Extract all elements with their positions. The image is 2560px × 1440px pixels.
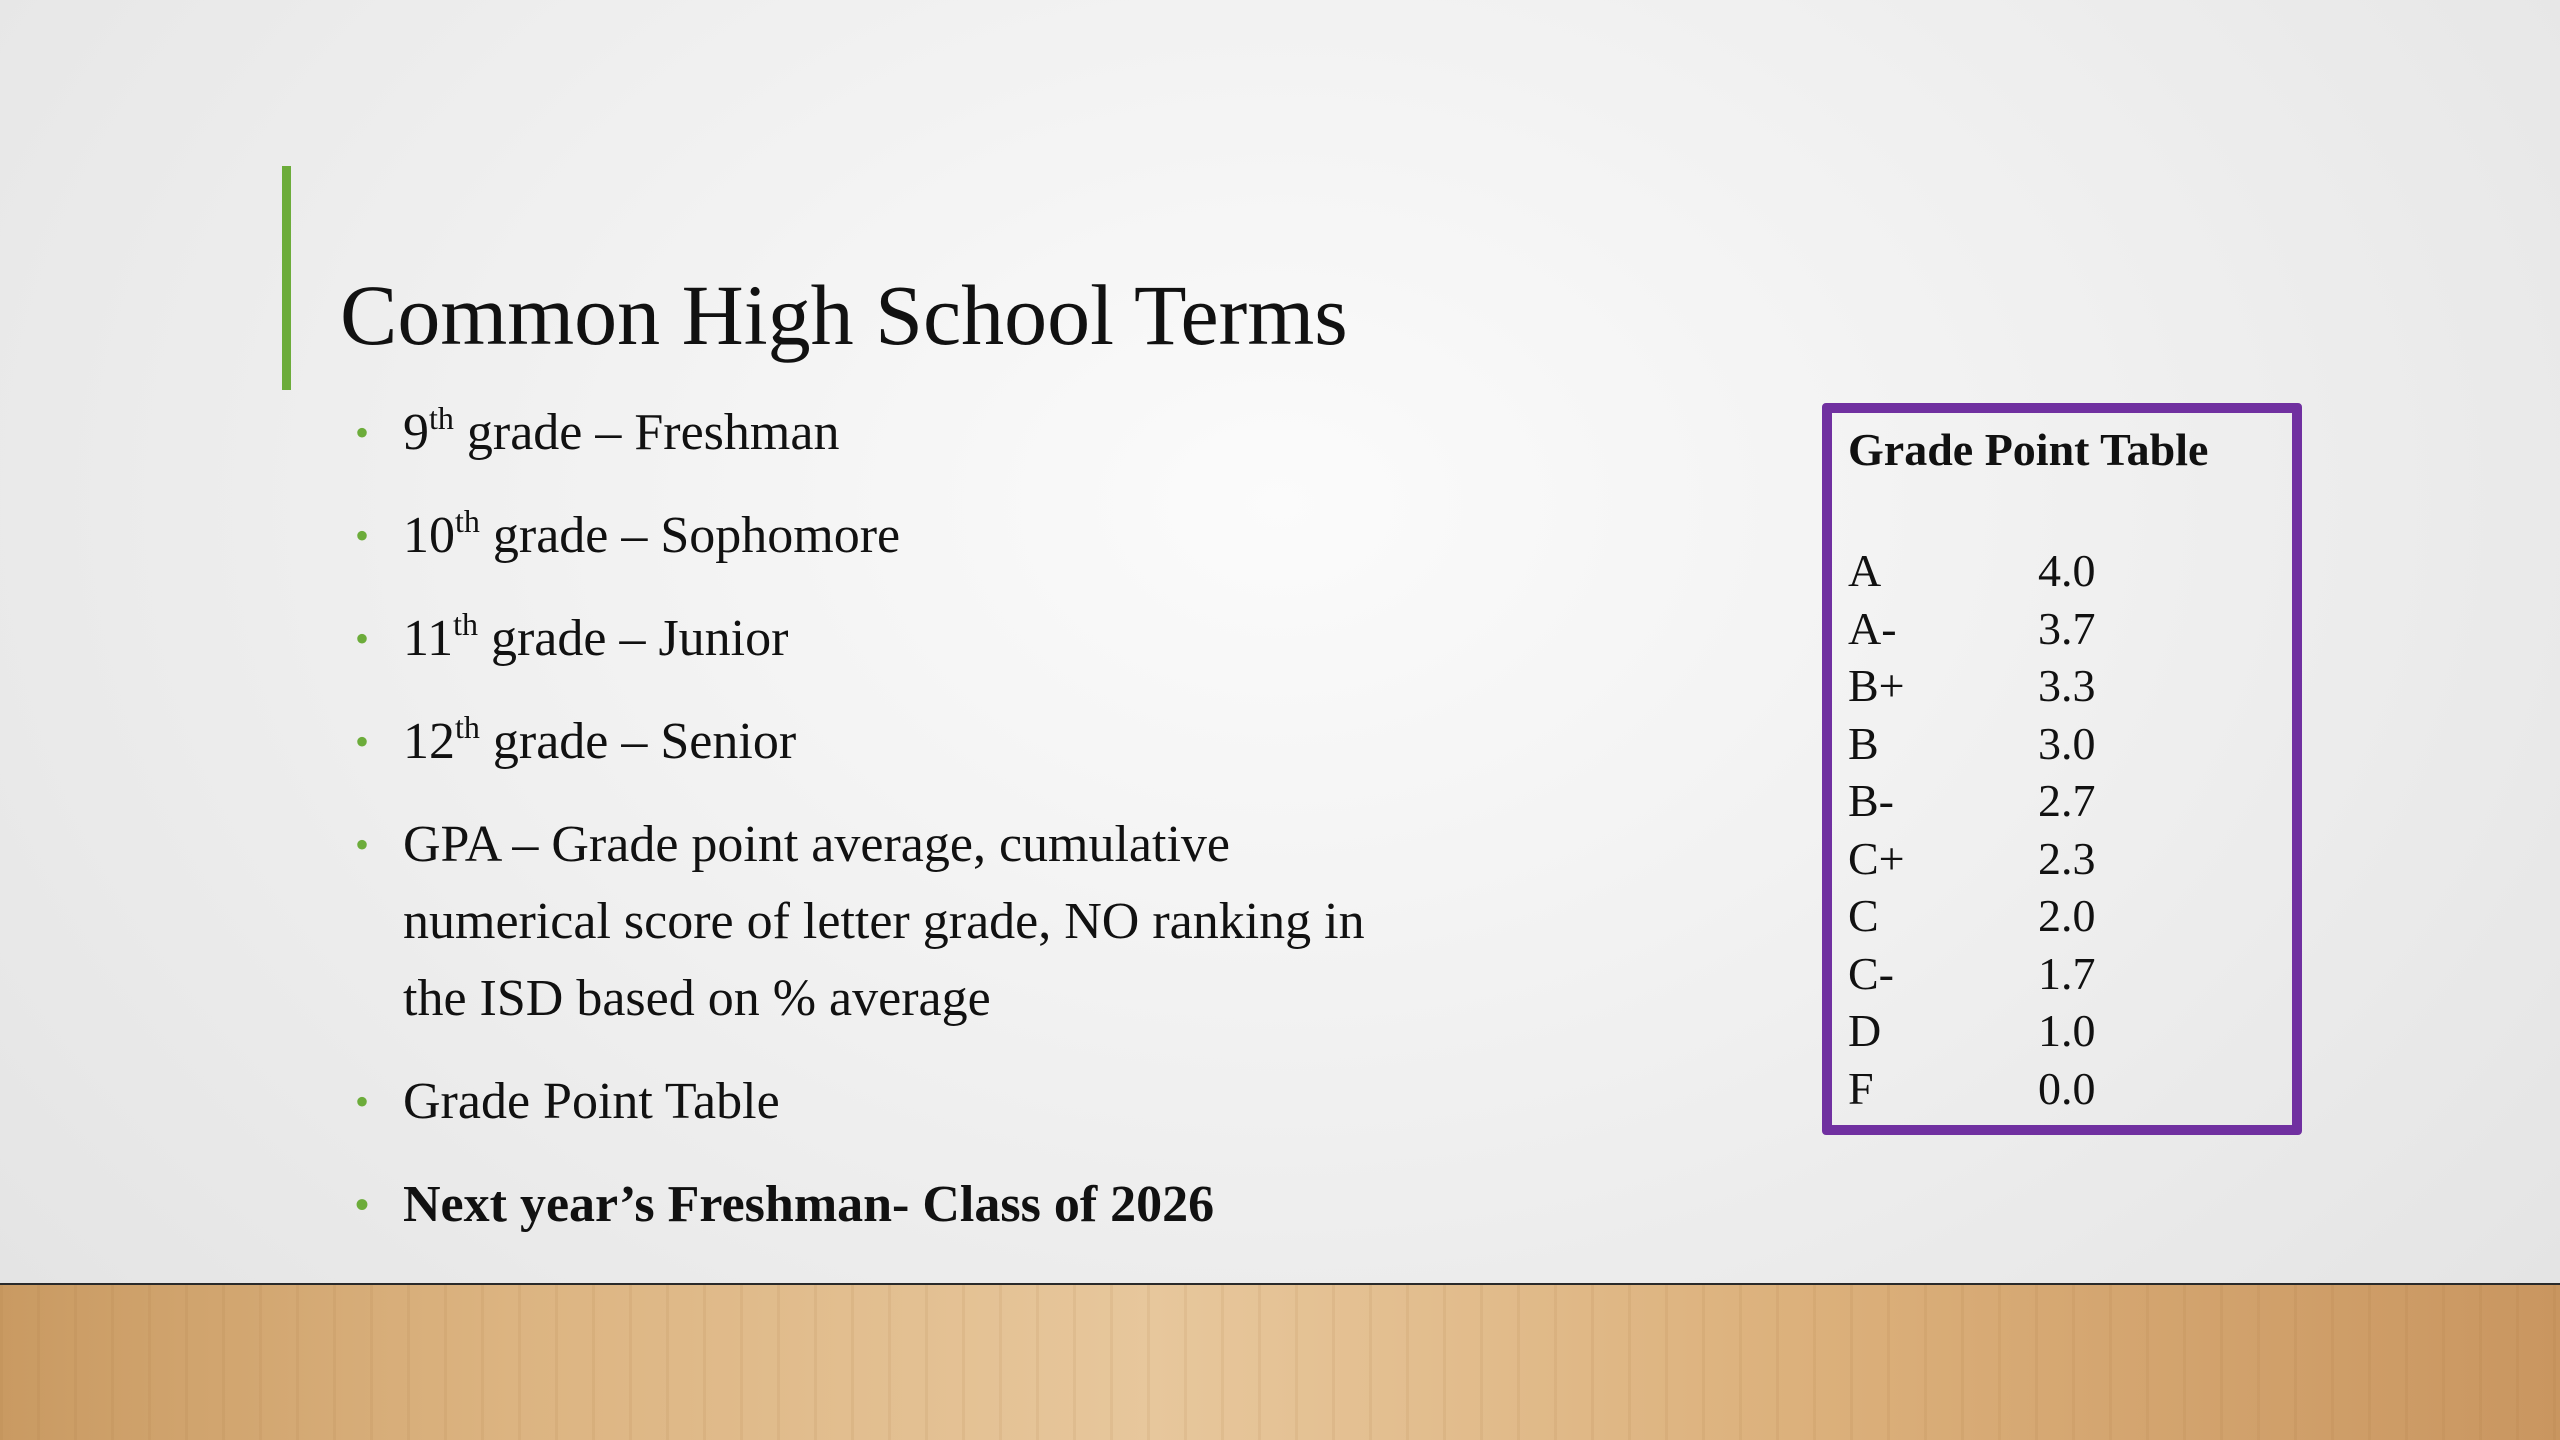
grade-cell: A bbox=[1848, 545, 1882, 596]
points-cell: 1.7 bbox=[2038, 947, 2096, 999]
grade-point-table-box bbox=[1822, 403, 2302, 1135]
bullet-item-grade-point-table bbox=[355, 1063, 1405, 1140]
bullet-number: 10 bbox=[403, 507, 455, 564]
bullet-item-next-year bbox=[355, 1166, 1405, 1243]
grade-cell: F bbox=[1848, 1062, 1874, 1114]
bullet-icon: • bbox=[355, 513, 370, 558]
points-cell: 1.0 bbox=[2038, 1005, 2096, 1056]
table-row bbox=[1848, 715, 2096, 773]
title-accent-bar bbox=[282, 166, 291, 390]
bullet-item bbox=[355, 600, 1405, 677]
wood-floor-background bbox=[0, 1285, 2560, 1440]
bullet-text: GPA – Grade point average, cumulative numerical score of letter grade, NO ranking in the ISD based on % average bbox=[403, 816, 1365, 1027]
bullet-text: grade – Junior bbox=[477, 610, 789, 667]
points-cell: 4.0 bbox=[2038, 545, 2096, 596]
table-row bbox=[1848, 1060, 2096, 1118]
bullet-item bbox=[355, 497, 1405, 574]
grade-cell: A- bbox=[1848, 602, 1897, 654]
bullet-text: Next year’s Freshman- Class of 2026 bbox=[403, 1176, 1215, 1233]
bullet-icon: • bbox=[355, 1182, 370, 1227]
points-cell: 3.7 bbox=[2038, 602, 2096, 654]
bullet-text: grade – Freshman bbox=[453, 404, 840, 461]
bullet-suffix: th bbox=[429, 400, 454, 436]
bullet-suffix: th bbox=[455, 503, 480, 539]
grade-point-table bbox=[1848, 542, 2096, 1117]
points-cell: 2.0 bbox=[2038, 890, 2096, 941]
bullet-item-gpa bbox=[355, 806, 1405, 1037]
points-cell: 2.3 bbox=[2038, 832, 2096, 884]
grade-cell: D bbox=[1848, 1005, 1882, 1056]
bullet-icon: • bbox=[355, 1079, 370, 1124]
grade-cell: C bbox=[1848, 890, 1879, 941]
bullet-icon: • bbox=[355, 616, 370, 661]
table-row bbox=[1848, 887, 2096, 945]
bullet-number: 11 bbox=[403, 610, 454, 667]
points-cell: 3.0 bbox=[2038, 717, 2096, 769]
grade-cell: C+ bbox=[1848, 832, 1905, 884]
grade-cell: B bbox=[1848, 717, 1879, 769]
bullet-item bbox=[355, 703, 1405, 780]
bullet-item bbox=[355, 394, 1405, 471]
grade-cell: B- bbox=[1848, 775, 1894, 826]
slide-title: Common High School Terms bbox=[340, 267, 1348, 363]
bullet-icon: • bbox=[355, 719, 370, 764]
table-row bbox=[1848, 1002, 2096, 1060]
bullet-text: grade – Senior bbox=[479, 713, 797, 770]
bullet-icon: • bbox=[355, 410, 370, 455]
bullet-number: 9 bbox=[403, 404, 429, 461]
points-cell: 0.0 bbox=[2038, 1062, 2096, 1114]
table-row bbox=[1848, 657, 2096, 715]
table-row bbox=[1848, 542, 2096, 600]
table-row bbox=[1848, 772, 2096, 830]
bullet-suffix: th bbox=[453, 606, 478, 642]
table-row bbox=[1848, 600, 2096, 658]
points-cell: 2.7 bbox=[2038, 775, 2096, 826]
grade-cell: C- bbox=[1848, 947, 1894, 999]
grade-cell: B+ bbox=[1848, 660, 1905, 711]
bullet-number: 12 bbox=[403, 713, 455, 770]
bullet-suffix: th bbox=[455, 709, 480, 745]
table-row bbox=[1848, 945, 2096, 1003]
points-cell: 3.3 bbox=[2038, 660, 2096, 711]
bullet-icon: • bbox=[355, 822, 370, 867]
bullet-text: Grade Point Table bbox=[403, 1073, 780, 1130]
bullet-list bbox=[355, 394, 1405, 1269]
table-row bbox=[1848, 830, 2096, 888]
bullet-text: grade – Sophomore bbox=[479, 507, 901, 564]
grade-point-table-title: Grade Point Table bbox=[1848, 424, 2209, 475]
